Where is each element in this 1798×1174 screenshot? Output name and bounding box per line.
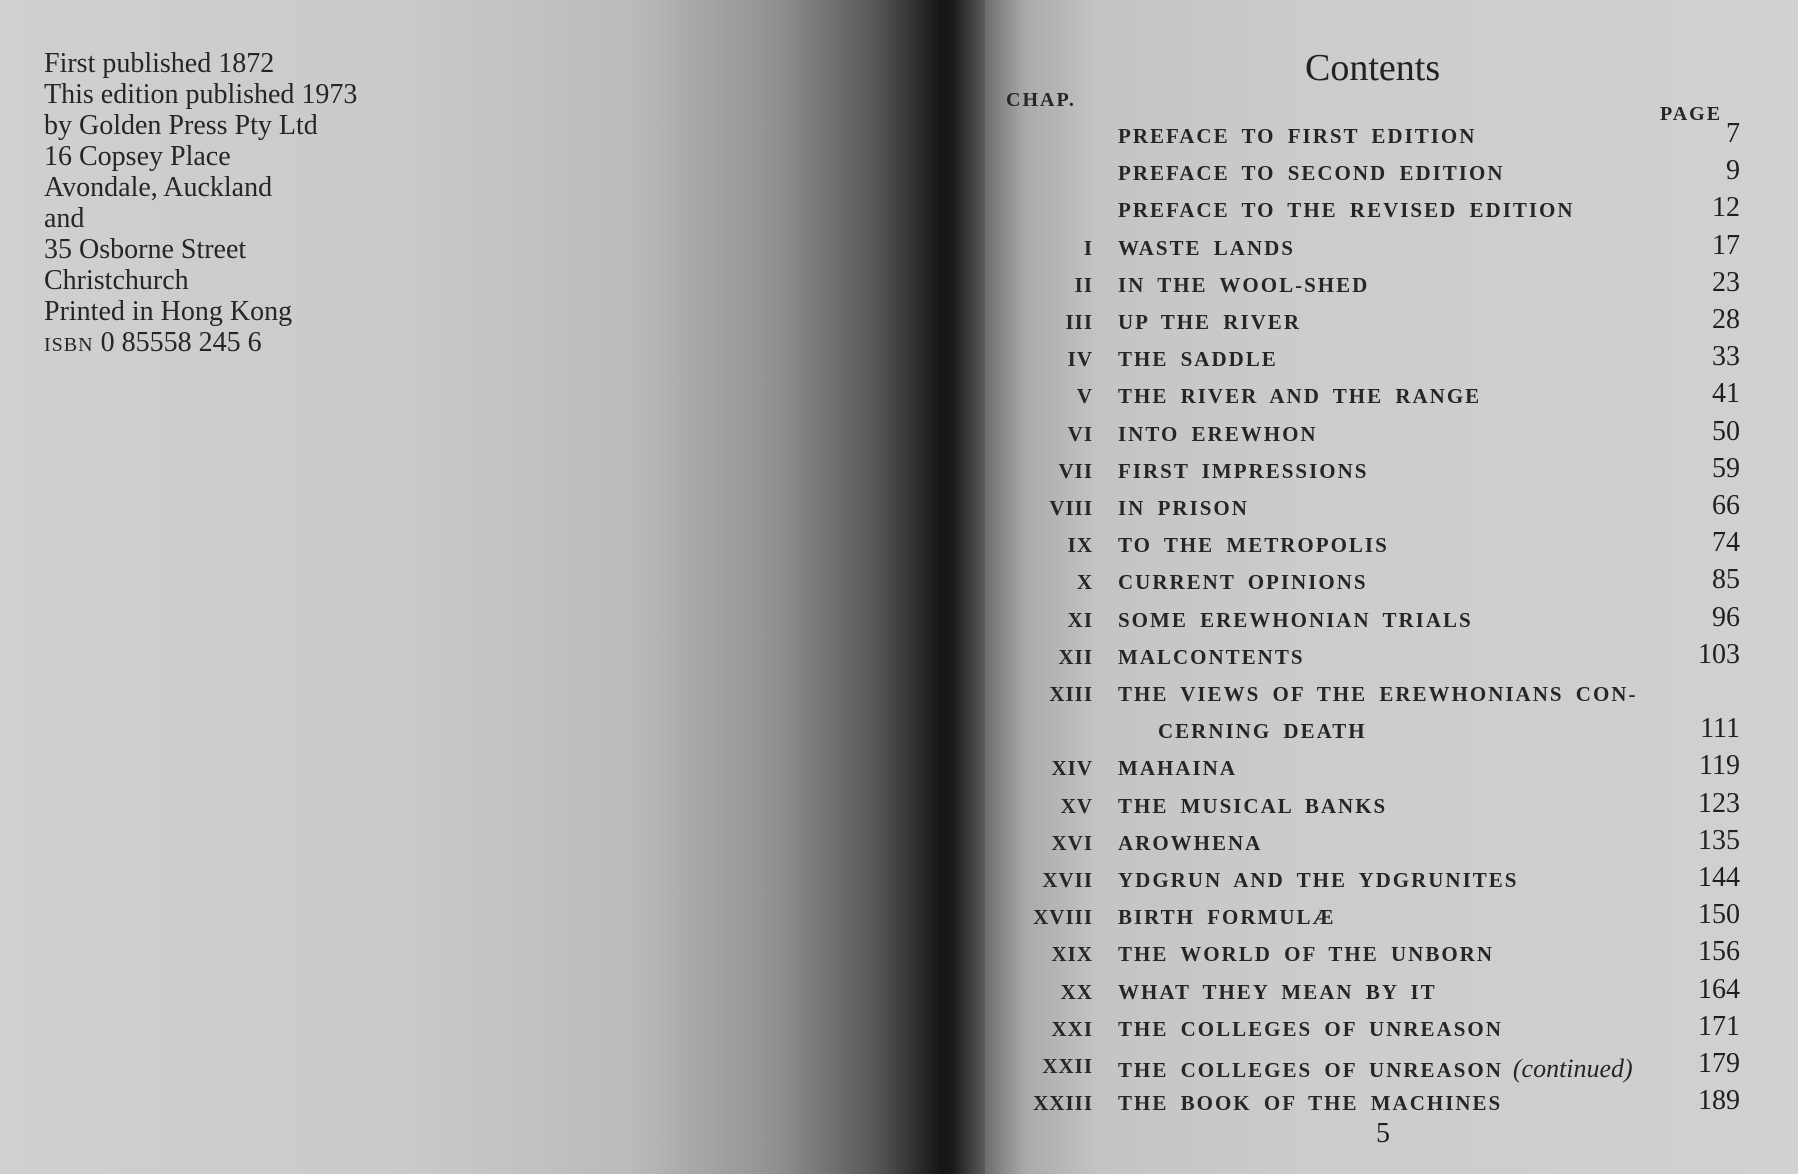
page-reference: 12 bbox=[1712, 192, 1740, 223]
toc-entry bbox=[0, 825, 1798, 861]
chapter-title-text: FIRST IMPRESSIONS bbox=[1118, 459, 1369, 483]
chapter-title-text: TO THE METROPOLIS bbox=[1118, 533, 1389, 557]
chapter-title-text: THE WORLD OF THE UNBORN bbox=[1118, 942, 1494, 966]
imprint-line: 35 Osborne Street bbox=[44, 234, 247, 265]
imprint-line: Christchurch bbox=[44, 265, 189, 296]
imprint-line: and bbox=[44, 203, 85, 234]
toc-entry bbox=[0, 1048, 1798, 1084]
chapter-number: XXII bbox=[1042, 1054, 1093, 1078]
chapter-title-text: IN THE WOOL-SHED bbox=[1118, 273, 1370, 297]
chapter-number: VIII bbox=[1049, 496, 1093, 520]
chapter-title-text: WHAT THEY MEAN BY IT bbox=[1118, 980, 1437, 1004]
chapter-title-text: THE VIEWS OF THE EREWHONIANS CON- bbox=[1118, 682, 1638, 706]
imprint-line: First published 1872 bbox=[44, 48, 275, 79]
chapter-number: XVIII bbox=[1033, 905, 1093, 929]
chapter-title-text: YDGRUN AND THE YDGRUNITES bbox=[1118, 868, 1519, 892]
chapter-title bbox=[1118, 831, 1262, 856]
toc-entry bbox=[0, 1085, 1798, 1121]
chapter-title bbox=[1118, 124, 1476, 149]
chapter-number: XX bbox=[1060, 980, 1093, 1004]
page-reference: 59 bbox=[1712, 453, 1740, 484]
toc-entry bbox=[0, 602, 1798, 638]
toc-entry bbox=[0, 682, 1798, 712]
chapter-title-text: AROWHENA bbox=[1118, 831, 1263, 855]
chapter-title bbox=[1118, 198, 1575, 223]
chapter-title bbox=[1118, 980, 1437, 1005]
page-reference: 179 bbox=[1698, 1048, 1740, 1079]
toc-entry bbox=[0, 1011, 1798, 1047]
chapter-title bbox=[1118, 645, 1305, 670]
chapter-title-text: CERNING DEATH bbox=[1158, 719, 1367, 743]
toc-entry bbox=[0, 527, 1798, 563]
page-reference: 9 bbox=[1726, 155, 1740, 186]
page-reference: 96 bbox=[1712, 602, 1740, 633]
page-reference: 50 bbox=[1712, 416, 1740, 447]
chapter-title bbox=[1118, 459, 1368, 484]
chapter-title-text: THE RIVER AND THE RANGE bbox=[1118, 384, 1482, 408]
chapter-title-text: THE COLLEGES OF UNREASON bbox=[1118, 1017, 1503, 1041]
chapter-number: XVII bbox=[1042, 868, 1093, 892]
chapter-number: XII bbox=[1058, 645, 1093, 669]
toc-entry bbox=[0, 974, 1798, 1010]
page-reference: 103 bbox=[1698, 639, 1740, 670]
chapter-number: II bbox=[1074, 273, 1093, 297]
page-reference: 150 bbox=[1698, 899, 1740, 930]
chapter-title-text: MAHAINA bbox=[1118, 756, 1237, 780]
chapter-title-text: UP THE RIVER bbox=[1118, 310, 1301, 334]
chapter-title bbox=[1118, 422, 1318, 447]
chapter-title bbox=[1118, 608, 1473, 633]
chapter-title bbox=[1118, 756, 1237, 781]
page-reference: 111 bbox=[1700, 713, 1740, 744]
chapter-number: XIX bbox=[1051, 942, 1093, 966]
chapter-number: XIV bbox=[1051, 756, 1093, 780]
page-reference: 144 bbox=[1698, 862, 1740, 893]
chapter-number: XI bbox=[1067, 608, 1093, 632]
toc-entry bbox=[0, 118, 1798, 154]
chapter-title-text: PREFACE TO SECOND EDITION bbox=[1118, 161, 1505, 185]
chapter-title bbox=[1158, 719, 1367, 744]
page-reference: 74 bbox=[1712, 527, 1740, 558]
chapter-number: IX bbox=[1067, 533, 1093, 557]
chapter-title-text: BIRTH FORMULÆ bbox=[1118, 905, 1336, 929]
page-reference: 85 bbox=[1712, 564, 1740, 595]
chapter-title-text: THE MUSICAL BANKS bbox=[1118, 794, 1388, 818]
chapter-title-text: MALCONTENTS bbox=[1118, 645, 1305, 669]
chapter-number: XV bbox=[1060, 794, 1093, 818]
chapter-title-text: THE BOOK OF THE MACHINES bbox=[1118, 1091, 1503, 1115]
toc-entry bbox=[0, 378, 1798, 414]
toc-entry bbox=[0, 490, 1798, 526]
page-column-header: PAGE bbox=[1660, 103, 1723, 125]
page-reference: 17 bbox=[1712, 230, 1740, 261]
chapter-title-text: THE SADDLE bbox=[1118, 347, 1278, 371]
page-reference: 119 bbox=[1699, 750, 1740, 781]
chapter-title-text: PREFACE TO THE REVISED EDITION bbox=[1118, 198, 1575, 222]
chapter-title bbox=[1118, 682, 1637, 707]
chapter-title bbox=[1118, 1017, 1503, 1042]
page-reference: 66 bbox=[1712, 490, 1740, 521]
toc-entry bbox=[0, 750, 1798, 786]
chapter-number: XVI bbox=[1051, 831, 1093, 855]
page-reference: 7 bbox=[1726, 118, 1740, 149]
chapter-title bbox=[1118, 1091, 1502, 1116]
page-number: 5 bbox=[1376, 1118, 1390, 1149]
chapter-number: VI bbox=[1067, 422, 1093, 446]
toc-entry bbox=[0, 639, 1798, 675]
chapter-number: V bbox=[1076, 384, 1093, 408]
page-reference: 123 bbox=[1698, 788, 1740, 819]
imprint-line: 16 Copsey Place bbox=[44, 141, 231, 172]
page-reference: 23 bbox=[1712, 267, 1740, 298]
toc-entry bbox=[0, 453, 1798, 489]
chapter-number: VII bbox=[1058, 459, 1093, 483]
chapter-title bbox=[1118, 942, 1494, 967]
toc-entry bbox=[0, 564, 1798, 600]
chapter-number: XIII bbox=[1049, 682, 1093, 706]
imprint-line: Printed in Hong Kong bbox=[44, 296, 293, 327]
chapter-title bbox=[1118, 496, 1249, 521]
toc-entry bbox=[0, 862, 1798, 898]
toc-entry bbox=[0, 416, 1798, 452]
chapter-title bbox=[1118, 273, 1369, 298]
toc-entry bbox=[0, 230, 1798, 266]
chapter-number: III bbox=[1065, 310, 1093, 334]
chapter-title bbox=[1118, 310, 1301, 335]
chapter-number: IV bbox=[1067, 347, 1093, 371]
page-reference: 28 bbox=[1712, 304, 1740, 335]
page-reference: 189 bbox=[1698, 1085, 1740, 1116]
imprint-line: by Golden Press Pty Ltd bbox=[44, 110, 318, 141]
page-reference: 171 bbox=[1698, 1011, 1740, 1042]
chapter-number: XXI bbox=[1051, 1017, 1093, 1041]
page-reference: 33 bbox=[1712, 341, 1740, 372]
page-reference: 41 bbox=[1712, 378, 1740, 409]
chapter-title bbox=[1118, 905, 1336, 930]
imprint-line: This edition published 1973 bbox=[44, 79, 358, 110]
chapter-title-note: (continued) bbox=[1512, 1054, 1633, 1083]
toc-entry bbox=[0, 899, 1798, 935]
toc-entry bbox=[0, 788, 1798, 824]
isbn-number: 0 85558 245 6 bbox=[100, 327, 262, 358]
chapter-title-text: PREFACE TO FIRST EDITION bbox=[1118, 124, 1477, 148]
chapter-title-text: INTO EREWHON bbox=[1118, 422, 1318, 446]
chapter-title bbox=[1118, 236, 1295, 261]
contents-title: Contents bbox=[1305, 47, 1441, 89]
toc-entry bbox=[0, 936, 1798, 972]
chapter-title-text: SOME EREWHONIAN TRIALS bbox=[1118, 608, 1473, 632]
chap-column-header: CHAP. bbox=[1006, 89, 1076, 111]
chapter-title bbox=[1118, 868, 1518, 893]
chapter-title bbox=[1118, 570, 1368, 595]
page-reference: 164 bbox=[1698, 974, 1740, 1005]
toc-entry bbox=[0, 192, 1798, 228]
chapter-title bbox=[1118, 1054, 1633, 1084]
isbn-label: ISBN bbox=[44, 334, 94, 356]
chapter-number: I bbox=[1083, 236, 1093, 260]
toc-entry bbox=[0, 304, 1798, 340]
chapter-title bbox=[1118, 384, 1481, 409]
chapter-title bbox=[1118, 794, 1387, 819]
toc-entry bbox=[0, 267, 1798, 303]
chapter-title bbox=[1118, 347, 1278, 372]
page-reference: 135 bbox=[1698, 825, 1740, 856]
chapter-number: X bbox=[1076, 570, 1093, 594]
imprint-line: Avondale, Auckland bbox=[44, 172, 273, 203]
chapter-title-text: IN PRISON bbox=[1118, 496, 1249, 520]
chapter-title bbox=[1118, 533, 1389, 558]
chapter-title-text: CURRENT OPINIONS bbox=[1118, 570, 1368, 594]
chapter-title-text: THE COLLEGES OF UNREASON bbox=[1118, 1058, 1503, 1082]
toc-entry bbox=[0, 713, 1798, 749]
page-reference: 156 bbox=[1698, 936, 1740, 967]
chapter-title-text: WASTE LANDS bbox=[1118, 236, 1295, 260]
chapter-number: XXIII bbox=[1033, 1091, 1093, 1115]
chapter-title bbox=[1118, 161, 1504, 186]
